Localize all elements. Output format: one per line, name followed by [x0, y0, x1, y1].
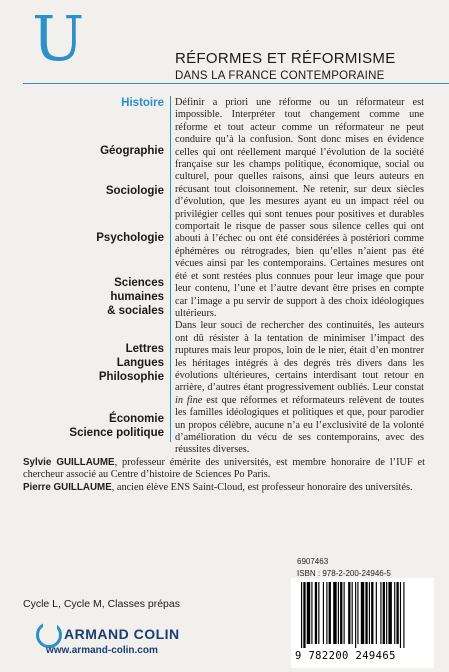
- subject-item-lettres: [24, 342, 164, 384]
- series-logo-letter: U: [32, 2, 85, 75]
- barcode-bar: [340, 582, 342, 644]
- subject-line: Économie: [109, 413, 164, 425]
- barcode: [291, 578, 434, 668]
- subject-line: Langues: [116, 357, 164, 369]
- barcode-bar: [323, 582, 324, 644]
- subject-item-histoire: [24, 96, 164, 110]
- barcode-bar: [394, 582, 395, 644]
- header-rule: [23, 83, 449, 84]
- product-code: 6907463: [297, 557, 329, 566]
- back-cover-text: [175, 97, 424, 457]
- barcode-bar: [400, 582, 401, 648]
- paragraph: Définir a priori une réforme ou un réformateur est impossible. Interpréter tout changement comme une réforme et tout acteur comme un réformateur ne peut conduire qu’à la confusion. Sont donc mises en évidence celles qui ont réellement marqué l’évolution de la société française sur les champs politique, économique, social ou culturel, pour quelles raisons, ainsi que leurs auteurs en récusant tout cloisonnement. Ne retenir, sur deux siècles d’évolution, que les mesures ayant eu un impact réel ou privilégier celles qui sont tenues pour positives et durables comportait le risque de passer sous silence celles qui ont abouti à l’échec ou ont été considérées à postériori comme éphémères ou rétrogrades, bien qu’elles n’aient pas été vécues ainsi par les contemporains. Certaines mesures ont été et sont restées plus connues pour leur image que pour leur contenu, l’une et l’autre devant être prises en compte car l’image a pu servir de support à des choix idéologiques ultérieurs.: [175, 97, 424, 319]
- book-title: RÉFORMES ET RÉFORMISME: [175, 50, 396, 67]
- barcode-bar: [357, 582, 358, 644]
- subject-line: Lettres: [125, 343, 164, 355]
- barcode-bar: [311, 582, 312, 644]
- subject-line: & sociales: [107, 305, 164, 317]
- subject-item-psychologie: [24, 231, 164, 245]
- subject-line: Sciences: [114, 277, 164, 289]
- barcode-bar: [403, 582, 404, 648]
- paragraph: Dans leur souci de rechercher des continuités, les auteurs ont dû résister à la tentation de minimiser l’impact des ruptures mais leur propos, loin de le nier, était d’en montrer les héritages intégrés à des degrés très divers dans les évolutions ultérieures, certains interdisant tout retour en arrière, d’autres étant progressivement oubliés. Leur constat in fine est que réformes et réformateurs relèvent de toutes les familles idéologiques et politiques et que, pour parodier un propos célèbre, aucune n’a eu l’exclusivité de la volonté d’amélioration du vécu de ses contemporains, avec des réussites diverses.: [175, 320, 424, 456]
- barcode-digits: 9 782200 249465: [295, 650, 396, 662]
- barcode-bar: [380, 582, 381, 644]
- barcode-bar: [329, 582, 331, 644]
- barcode-bar: [365, 582, 367, 644]
- barcode-bar: [396, 582, 398, 644]
- barcode-bar: [338, 582, 339, 644]
- barcode-bar: [348, 582, 350, 644]
- subject-item-economie: [24, 412, 164, 440]
- barcode-bar: [333, 582, 336, 644]
- barcode-bars-icon: [301, 582, 424, 648]
- barcode-bar: [388, 582, 391, 644]
- barcode-bar: [371, 582, 373, 644]
- author-bios: [23, 457, 425, 494]
- publisher-url: www.armand-colin.com: [46, 645, 158, 656]
- subject-item-sociologie: [24, 184, 164, 198]
- subject-line: Science politique: [69, 427, 164, 439]
- publisher-logo: [36, 618, 186, 658]
- subject-item-geographie: [24, 144, 164, 158]
- barcode-bar: [369, 582, 370, 644]
- subject-line: Psychologie: [96, 232, 164, 244]
- subject-line: Géographie: [100, 145, 164, 157]
- barcode-bar: [307, 582, 310, 644]
- subject-line: humaines: [110, 291, 164, 303]
- author-bio: Pierre GUILLAUME, ancien élève ENS Saint-Cloud, est professeur honoraire des universités.: [23, 481, 413, 493]
- barcode-bar: [383, 582, 385, 644]
- barcode-bar: [301, 582, 302, 648]
- vertical-divider: [170, 96, 171, 442]
- audience-levels: Cycle L, Cycle M, Classes prépas: [23, 598, 180, 610]
- subject-line: Histoire: [121, 97, 164, 109]
- barcode-bar: [326, 582, 327, 644]
- publisher-name: ARMAND COLIN: [64, 626, 180, 642]
- barcode-bar: [352, 582, 353, 644]
- barcode-bar: [303, 582, 305, 648]
- emphasis-text: in fine: [175, 394, 203, 406]
- barcode-bar: [344, 582, 345, 644]
- isbn: ISBN : 978-2-200-24946-5: [297, 569, 391, 578]
- barcode-bar: [318, 582, 319, 644]
- book-subtitle: DANS LA FRANCE CONTEMPORAINE: [175, 70, 385, 82]
- subject-line: Philosophie: [98, 371, 164, 383]
- subject-line: Sociologie: [105, 185, 164, 197]
- subject-item-sciences-humaines: [24, 276, 164, 318]
- product-codes: [297, 556, 391, 580]
- author-bio: Sylvie GUILLAUME, professeur émérite des universités, est membre honoraire de l’IUF et chercheur associé au Centre d’histoire de Sciences Po Paris.: [23, 457, 425, 481]
- barcode-bar: [376, 582, 377, 644]
- author-name: Pierre GUILLAUME: [23, 481, 112, 493]
- barcode-bar: [355, 582, 356, 648]
- author-name: Sylvie GUILLAUME: [23, 457, 115, 468]
- barcode-bar: [315, 582, 317, 644]
- barcode-bar: [386, 582, 387, 644]
- barcode-bar: [361, 582, 364, 644]
